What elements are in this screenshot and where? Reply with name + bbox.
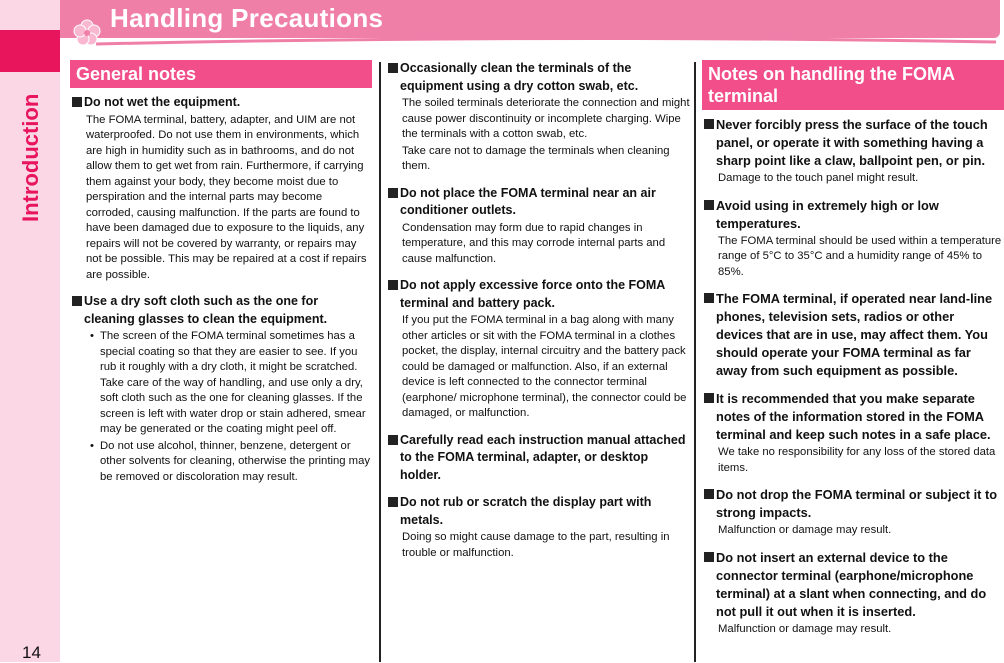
note-heading: Do not place the FOMA terminal near an air conditioner outlets. bbox=[400, 185, 656, 217]
note-item bbox=[702, 486, 1004, 539]
title-swoosh bbox=[96, 36, 996, 48]
note-item bbox=[386, 277, 691, 422]
square-bullet-icon bbox=[388, 188, 398, 198]
foma-notes-heading: Notes on handling the FOMA terminal bbox=[702, 60, 1004, 110]
note-body: The soiled terminals deteriorate the connection and might cause power discontinuity or incomplete charging. Wipe the terminals with a cotton swab, etc. bbox=[402, 97, 690, 140]
note-body: Condensation may form due to rapid changes in temperature, and this may corrode internal parts and cause malfunction. bbox=[402, 221, 666, 265]
note-heading: Occasionally clean the terminals of the equipment using a dry cotton swab, etc. bbox=[400, 61, 639, 93]
note-heading: Do not insert an external device to the connector terminal (earphone/microphone terminal) at a slant when connecting, and do not pull it out when it is inserted. bbox=[716, 549, 987, 619]
sidebar-tab-marker bbox=[0, 30, 60, 72]
general-notes-heading: General notes bbox=[70, 60, 372, 88]
square-bullet-icon bbox=[72, 97, 82, 107]
square-bullet-icon bbox=[704, 200, 714, 210]
note-heading: Do not wet the equipment. bbox=[84, 95, 241, 109]
note-heading: Do not apply excessive force onto the FOMA terminal and battery pack. bbox=[400, 278, 665, 310]
note-body: Damage to the touch panel might result. bbox=[718, 172, 919, 184]
note-item bbox=[702, 116, 1004, 187]
note-item bbox=[702, 549, 1004, 638]
square-bullet-icon bbox=[388, 497, 398, 507]
section-label: Introduction bbox=[18, 93, 43, 222]
note-heading: Use a dry soft cloth such as the one for cleaning glasses to clean the equipment. bbox=[84, 294, 328, 326]
square-bullet-icon bbox=[388, 435, 398, 445]
bullet-item: • The screen of the FOMA terminal sometimes has a special coating so that they are easier to see. If you rub it roughly with a dry cloth, it might be scratched. Take care of the way of handling, and use only a dry, soft cloth such as the one for cleaning glasses. If the screen is left with water drop or stain adhered, smear may be generated or the coating might peel off. bbox=[90, 330, 366, 435]
bullet-item: • Do not use alcohol, thinner, benzene, detergent or other solvents for cleaning, otherwise the printing may be removed or discoloration may result. bbox=[90, 439, 371, 483]
square-bullet-icon bbox=[704, 489, 714, 499]
note-body: Malfunction or damage may result. bbox=[718, 524, 892, 536]
square-bullet-icon bbox=[72, 296, 82, 306]
note-item bbox=[702, 197, 1004, 281]
column-divider bbox=[694, 62, 696, 662]
note-heading: The FOMA terminal, if operated near land-line phones, television sets, radios or other devices that are in use, may affect them. You should operate your FOMA terminal as far away from such equipment as possible. bbox=[716, 291, 993, 378]
note-body: The FOMA terminal should be used within a temperature range of 5°C to 35°C and a humidity range of 45% to 85%. bbox=[718, 234, 1002, 278]
square-bullet-icon bbox=[388, 280, 398, 290]
note-item bbox=[386, 60, 691, 175]
page-title: Handling Precautions bbox=[110, 3, 384, 33]
square-bullet-icon bbox=[704, 293, 714, 303]
page-number: 14 bbox=[22, 643, 41, 662]
note-heading: Never forcibly press the surface of the touch panel, or operate it with something having a sharp point like a claw, ballpoint pen, or pin. bbox=[716, 117, 988, 168]
note-heading: Do not drop the FOMA terminal or subject it to strong impacts. bbox=[716, 487, 998, 520]
square-bullet-icon bbox=[704, 393, 714, 403]
bullet-text: The screen of the FOMA terminal sometimes has a special coating so that they are easier to see. If you rub it roughly with a dry cloth, it might be scratched. Take care of the way of handling, and use only a dry, soft cloth such as the one for cleaning glasses. If the screen is left with water drop or stain adhered, smear may be generated or the coating might peel off. bbox=[100, 330, 366, 435]
middle-column bbox=[386, 60, 691, 571]
column-divider bbox=[379, 62, 381, 662]
note-item bbox=[386, 185, 691, 268]
note-body: Doing so might cause damage to the part, resulting in trouble or malfunction. bbox=[402, 531, 670, 559]
note-heading: Avoid using in extremely high or low temperatures. bbox=[716, 197, 939, 231]
note-heading: Carefully read each instruction manual attached to the FOMA terminal, adapter, or desktop holder. bbox=[400, 432, 686, 482]
note-item bbox=[386, 494, 691, 561]
note-item bbox=[70, 94, 372, 283]
square-bullet-icon bbox=[704, 552, 714, 562]
note-item bbox=[702, 390, 1004, 476]
square-bullet-icon bbox=[704, 119, 714, 129]
note-heading: Do not rub or scratch the display part with metals. bbox=[400, 495, 652, 527]
square-bullet-icon bbox=[388, 63, 398, 73]
note-body: We take no responsibility for any loss of the stored data items. bbox=[718, 446, 996, 474]
general-notes-column bbox=[70, 60, 372, 495]
note-item bbox=[70, 293, 372, 485]
note-heading: It is recommended that you make separate notes of the information stored in the FOMA terminal and keep such notes in a safe place. bbox=[716, 391, 991, 442]
note-body: If you put the FOMA terminal in a bag along with many other articles or sit with the FOMA terminal in a clothes pocket, the display, internal circuitry and the battery pack could be damaged or malfunction. Also, if an external device is left connected to the connector terminal (earphone/ microphone terminal), the connector could be damaged, or malfunction. bbox=[402, 314, 687, 419]
note-body: Take care not to damage the terminals when cleaning them. bbox=[402, 144, 670, 172]
note-body: Malfunction or damage may result. bbox=[718, 622, 892, 635]
note-item bbox=[386, 432, 691, 485]
note-item bbox=[702, 290, 1004, 380]
bullet-text: Do not use alcohol, thinner, benzene, detergent or other solvents for cleaning, otherwise the printing may be removed or discoloration may result. bbox=[100, 439, 371, 483]
foma-notes-column bbox=[702, 60, 1004, 647]
note-body: The FOMA terminal, battery, adapter, and UIM are not waterproofed. Do not use them in environments, which are high in humidity such as in bathrooms, and do not allow them to get wet from rain. Furthermore, if carrying them against your body, they become moist due to perspiration and the internal parts may become corroded, causing malfunction. If the parts are found to have been damaged due to exposure to the liquids, any repairs will not be covered by warranty, or repairs may not be possible. This may be repaired at a cost if repairs are possible. bbox=[86, 113, 367, 281]
